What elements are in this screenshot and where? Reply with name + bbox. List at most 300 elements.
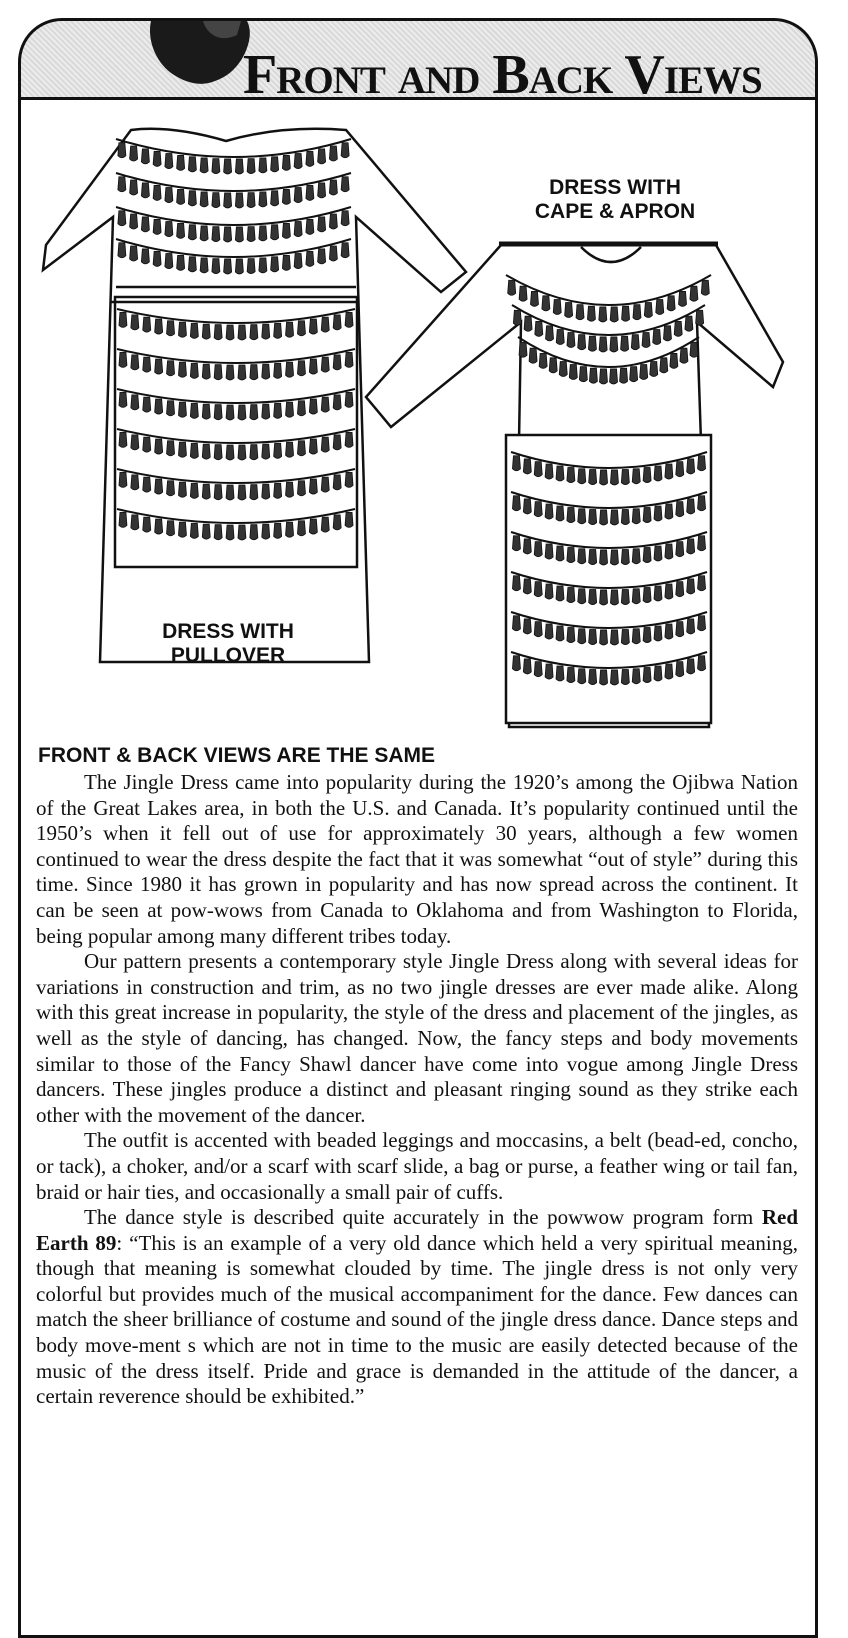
jingle-cone-icon [578, 509, 586, 524]
jingle-cone-icon [632, 469, 640, 484]
jingle-cone-icon [546, 326, 554, 341]
jingle-cone-icon [212, 193, 220, 208]
jingle-cone-icon [224, 193, 232, 208]
cape-apron-dress-figure [366, 244, 783, 727]
jingle-cone-icon [167, 401, 175, 416]
jingle-cone-icon [235, 259, 243, 274]
jingle-cone-icon [529, 348, 537, 363]
jingle-cone-icon [621, 630, 629, 645]
jingle-cone-icon [701, 280, 709, 295]
jingle-cone-icon [329, 246, 337, 261]
jingle-cone-icon [271, 225, 279, 240]
jingle-cone-icon [271, 257, 279, 272]
jingle-cone-icon [119, 512, 127, 527]
jingle-cone-icon [250, 365, 258, 380]
jingle-cone-icon [698, 616, 706, 631]
jingle-cone-icon [318, 183, 326, 198]
jingle-cone-icon [131, 395, 139, 410]
jingle-cone-icon [177, 155, 185, 170]
jingle-cone-icon [200, 192, 208, 207]
jingle-cone-icon [519, 342, 527, 357]
jingle-cone-icon [545, 464, 553, 479]
jingle-cone-icon [600, 630, 608, 645]
jingle-cone-icon [202, 404, 210, 419]
jingle-cone-icon [297, 521, 305, 536]
jingle-cone-icon [523, 619, 531, 634]
jingle-cone-icon [341, 243, 349, 258]
jingle-cone-icon [599, 337, 607, 352]
jingle-cone-icon [333, 355, 341, 370]
body-text [36, 770, 798, 1410]
jingle-cone-icon [309, 439, 317, 454]
jingle-cone-icon [224, 259, 232, 274]
jingle-cone-icon [235, 227, 243, 242]
caption-pullover [128, 620, 328, 668]
jingle-cone-icon [690, 342, 698, 357]
jingle-cone-icon [202, 324, 210, 339]
jingle-cone-icon [250, 485, 258, 500]
jingle-cone-icon [513, 310, 521, 325]
jingle-cone-icon [297, 441, 305, 456]
jingle-cone-icon [610, 369, 618, 384]
jingle-cone-icon [165, 222, 173, 237]
jingle-cone-icon [329, 180, 337, 195]
jingle-cone-icon [650, 362, 658, 377]
jingle-cone-icon [214, 525, 222, 540]
jingle-cone-icon [576, 305, 584, 320]
paragraph-4 [36, 1205, 798, 1410]
jingle-cone-icon [321, 357, 329, 372]
jingle-cone-icon [589, 630, 597, 645]
jingle-cone-icon [143, 317, 151, 332]
jingle-cone-icon [687, 459, 695, 474]
jingle-cone-icon [345, 392, 353, 407]
jingle-cone-icon [523, 459, 531, 474]
jingle-cone-icon [578, 669, 586, 684]
jingle-cone-icon [286, 442, 294, 457]
jingle-cone-icon [141, 183, 149, 198]
jingle-cone-icon [235, 159, 243, 174]
jingle-cone-icon [130, 146, 138, 161]
jingle-cone-icon [188, 157, 196, 172]
jingle-cone-icon [226, 325, 234, 340]
jingle-cone-icon [519, 286, 527, 301]
jingle-cone-icon [567, 508, 575, 523]
jingle-cone-icon [118, 177, 126, 192]
jingle-cone-icon [297, 481, 305, 496]
jingle-cone-icon [167, 361, 175, 376]
jingle-cone-icon [569, 364, 577, 379]
jingle-cone-icon [224, 159, 232, 174]
jingle-cone-icon [643, 548, 651, 563]
jingle-cone-icon [143, 397, 151, 412]
jingle-cone-icon [567, 548, 575, 563]
jingle-cone-icon [286, 322, 294, 337]
jingle-cone-icon [610, 470, 618, 485]
jingle-cone-icon [653, 330, 661, 345]
jingle-cone-icon [188, 191, 196, 206]
jingle-cone-icon [512, 536, 520, 551]
jingle-cone-icon [643, 508, 651, 523]
jingle-cone-icon [632, 549, 640, 564]
jingle-cone-icon [665, 624, 673, 639]
jingle-cone-icon [621, 550, 629, 565]
jingle-cone-icon [297, 321, 305, 336]
jingle-cone-icon [632, 589, 640, 604]
jingle-cone-icon [294, 188, 302, 203]
jingle-cone-icon [286, 402, 294, 417]
jingle-cone-icon [589, 368, 597, 383]
jingle-cone-icon [165, 188, 173, 203]
jingle-cone-icon [534, 502, 542, 517]
jingle-cone-icon [600, 550, 608, 565]
jingle-cone-icon [578, 629, 586, 644]
jingle-cone-icon [642, 332, 650, 347]
jingle-cone-icon [534, 622, 542, 637]
jingle-cone-icon [610, 550, 618, 565]
jingle-cone-icon [553, 300, 561, 315]
jingle-cone-icon [667, 296, 675, 311]
jingle-cone-icon [309, 319, 317, 334]
jingle-cone-icon [599, 369, 607, 384]
jingle-cone-icon [250, 325, 258, 340]
jingle-cone-icon [676, 662, 684, 677]
jingle-cone-icon [165, 254, 173, 269]
jingle-cone-icon [286, 482, 294, 497]
jingle-cone-icon [282, 155, 290, 170]
jingle-cone-icon [567, 668, 575, 683]
paragraph-4-start: The dance style is described quite accurately in the powwow program form [84, 1205, 762, 1230]
jingle-cone-icon [282, 255, 290, 270]
jingle-cone-icon [118, 211, 126, 226]
jingle-cone-icon [214, 365, 222, 380]
jingle-cone-icon [190, 403, 198, 418]
jingle-cone-icon [250, 525, 258, 540]
jingle-cone-icon [306, 251, 314, 266]
jingle-cone-icon [654, 506, 662, 521]
jingle-cone-icon [238, 405, 246, 420]
jingle-cone-icon [212, 159, 220, 174]
jingle-cone-icon [676, 462, 684, 477]
jingle-cone-icon [600, 470, 608, 485]
jingle-cone-icon [235, 193, 243, 208]
jingle-cone-icon [621, 336, 629, 351]
jingle-cone-icon [556, 626, 564, 641]
jingle-cone-icon [143, 357, 151, 372]
jingle-cone-icon [345, 432, 353, 447]
jingle-cone-icon [259, 226, 267, 241]
jingle-cone-icon [321, 437, 329, 452]
jingle-cone-icon [656, 300, 664, 315]
jingle-cone-icon [589, 550, 597, 565]
jingle-cone-icon [202, 364, 210, 379]
jingle-cone-icon [643, 668, 651, 683]
jingle-cone-icon [155, 479, 163, 494]
jingle-cone-icon [238, 445, 246, 460]
jingle-cone-icon [188, 257, 196, 272]
jingle-cone-icon [130, 214, 138, 229]
jingle-cone-icon [177, 189, 185, 204]
jingle-cone-icon [333, 315, 341, 330]
jingle-cone-icon [665, 584, 673, 599]
jingle-cone-icon [665, 464, 673, 479]
jingle-cone-icon [512, 456, 520, 471]
jingle-cone-icon [318, 249, 326, 264]
jingle-cone-icon [119, 352, 127, 367]
jingle-cone-icon [143, 477, 151, 492]
jingle-cone-icon [321, 317, 329, 332]
jingle-cone-icon [262, 484, 270, 499]
jingle-cone-icon [131, 475, 139, 490]
jingle-cone-icon [512, 576, 520, 591]
jingle-cone-icon [556, 330, 564, 345]
jingle-cone-icon [654, 466, 662, 481]
jingle-cone-icon [610, 307, 618, 322]
jingle-cone-icon [567, 588, 575, 603]
jingle-cone-icon [226, 485, 234, 500]
jingle-cone-icon [545, 504, 553, 519]
jingle-cone-icon [131, 515, 139, 530]
jingle-cone-icon [214, 405, 222, 420]
jingle-cone-icon [333, 435, 341, 450]
jingle-cone-icon [247, 259, 255, 274]
jingle-cone-icon [676, 502, 684, 517]
jingle-cone-icon [318, 149, 326, 164]
jingle-cone-icon [309, 479, 317, 494]
jingle-cone-icon [610, 670, 618, 685]
jingle-cone-icon [188, 225, 196, 240]
jingle-cone-icon [178, 522, 186, 537]
paragraph-3: The outfit is accented with beaded leggings and moccasins, a belt (bead-ed, concho, or tack), a choker, and/or a scarf with scarf slide, a bag or purse, a feather wing or tail fan, braid or hair ties, and occasionally a small pair of cuffs. [36, 1128, 798, 1204]
jingle-cone-icon [153, 151, 161, 166]
jingle-cone-icon [556, 466, 564, 481]
jingle-cone-icon [654, 666, 662, 681]
jingle-cone-icon [178, 482, 186, 497]
jingle-cone-icon [167, 441, 175, 456]
jingle-cone-icon [202, 484, 210, 499]
jingle-cone-icon [190, 483, 198, 498]
jingle-cone-icon [622, 306, 630, 321]
jingle-cone-icon [523, 539, 531, 554]
jingle-cone-icon [512, 496, 520, 511]
jingle-cone-icon [282, 189, 290, 204]
jingle-cone-icon [685, 316, 693, 331]
jingle-cone-icon [556, 666, 564, 681]
jingle-cone-icon [539, 353, 547, 368]
jingle-cone-icon [341, 177, 349, 192]
jingle-cone-icon [621, 470, 629, 485]
jingle-cone-icon [600, 590, 608, 605]
jingle-cone-icon [329, 146, 337, 161]
jingle-cone-icon [589, 510, 597, 525]
jingle-cone-icon [143, 517, 151, 532]
jingle-cone-icon [214, 485, 222, 500]
jingle-cone-icon [589, 670, 597, 685]
jingle-cone-icon [141, 217, 149, 232]
jingle-cone-icon [318, 217, 326, 232]
page-title: Front and Back Views [243, 44, 762, 106]
jingle-cone-icon [530, 291, 538, 306]
jingle-cone-icon [153, 185, 161, 200]
jingle-cone-icon [238, 525, 246, 540]
jingle-cone-icon [119, 392, 127, 407]
jingle-cone-icon [167, 481, 175, 496]
jingle-cone-icon [341, 211, 349, 226]
jingle-cone-icon [165, 154, 173, 169]
jingle-cone-icon [297, 361, 305, 376]
jingle-cone-icon [565, 302, 573, 317]
jingle-cone-icon [588, 336, 596, 351]
jingle-cone-icon [282, 223, 290, 238]
jingle-cone-icon [155, 439, 163, 454]
jingle-cone-icon [238, 365, 246, 380]
jingle-cone-icon [274, 363, 282, 378]
jingle-cone-icon [687, 539, 695, 554]
jingle-cone-icon [167, 321, 175, 336]
jingle-cone-icon [610, 337, 618, 352]
jingle-cone-icon [545, 624, 553, 639]
jingle-cone-icon [600, 670, 608, 685]
jingle-cone-icon [587, 306, 595, 321]
jingle-cone-icon [665, 544, 673, 559]
jingle-cone-icon [633, 305, 641, 320]
jingle-cone-icon [643, 588, 651, 603]
jingle-cone-icon [190, 323, 198, 338]
jingle-cone-icon [654, 626, 662, 641]
jingle-cone-icon [698, 496, 706, 511]
jingle-cone-icon [670, 353, 678, 368]
jingle-cone-icon [698, 456, 706, 471]
jingle-cone-icon [271, 191, 279, 206]
jingle-cone-icon [294, 254, 302, 269]
jingle-cone-icon [274, 483, 282, 498]
jingle-cone-icon [632, 669, 640, 684]
jingle-cone-icon [155, 399, 163, 414]
jingle-cone-icon [212, 259, 220, 274]
jingle-cone-icon [621, 670, 629, 685]
jingle-cone-icon [153, 251, 161, 266]
jingle-cone-icon [674, 321, 682, 336]
jingle-cone-icon [247, 159, 255, 174]
jingle-cone-icon [155, 359, 163, 374]
jingle-cone-icon [534, 542, 542, 557]
jingle-cone-icon [523, 579, 531, 594]
jingle-cone-icon [687, 499, 695, 514]
jingle-cone-icon [632, 629, 640, 644]
caption-pullover-line-1: DRESS WITH [162, 620, 294, 643]
jingle-cone-icon [687, 619, 695, 634]
jingle-cone-icon [687, 659, 695, 674]
paragraph-1: The Jingle Dress came into popularity during the 1920’s among the Ojibwa Nation of the Great Lakes area, in both the U.S. and Canada. It’s popularity continued until the 1950’s when it fell out of use for approximately 30 years, although a few women continued to wear the dress despite the fact that it was somewhat “out of style” during this time. Since 1980 it has grown in popularity and has now spread across the continent. It can be seen at pow-wows from Canada to Oklahoma and from Washington to Florida, being popular among many different tribes today. [36, 770, 798, 948]
jingle-cone-icon [654, 546, 662, 561]
jingle-cone-icon [202, 444, 210, 459]
program-name: Red Earth 89 [36, 1205, 798, 1255]
jingle-cone-icon [119, 312, 127, 327]
jingle-cone-icon [556, 506, 564, 521]
jingle-cone-icon [262, 324, 270, 339]
jingle-cone-icon [698, 576, 706, 591]
jingle-cone-icon [512, 656, 520, 671]
jingle-cone-icon [178, 402, 186, 417]
jingle-cone-icon [599, 307, 607, 322]
jingle-cone-icon [119, 472, 127, 487]
jingle-cone-icon [167, 521, 175, 536]
jingle-cone-icon [621, 590, 629, 605]
jingle-cone-icon [262, 444, 270, 459]
jingle-cone-icon [696, 310, 704, 325]
jingle-cone-icon [333, 515, 341, 530]
section-subheading: FRONT & BACK VIEWS ARE THE SAME [38, 744, 436, 767]
jingle-cone-icon [214, 445, 222, 460]
jingle-cone-icon [190, 523, 198, 538]
jingle-cone-icon [621, 510, 629, 525]
jingle-cone-icon [578, 469, 586, 484]
jingle-cone-icon [247, 227, 255, 242]
jingle-cone-icon [698, 536, 706, 551]
jingle-cone-icon [680, 348, 688, 363]
jingle-cone-icon [118, 143, 126, 158]
jingle-cone-icon [202, 524, 210, 539]
jingle-cone-icon [524, 316, 532, 331]
jingle-cone-icon [143, 437, 151, 452]
jingle-cone-icon [676, 542, 684, 557]
jingle-cone-icon [306, 151, 314, 166]
jingle-cone-icon [250, 445, 258, 460]
jingle-cone-icon [131, 435, 139, 450]
jingle-cone-icon [178, 362, 186, 377]
jingle-cone-icon [345, 512, 353, 527]
jingle-cone-icon [556, 586, 564, 601]
jingle-cone-icon [130, 246, 138, 261]
jingle-cone-icon [676, 622, 684, 637]
caption-pullover-line-2: PULLOVER [170, 644, 286, 667]
jingle-cone-icon [534, 582, 542, 597]
jingle-cone-icon [262, 404, 270, 419]
jingle-cone-icon [644, 302, 652, 317]
jingle-cone-icon [306, 185, 314, 200]
jingle-cone-icon [687, 579, 695, 594]
jingle-cone-icon [578, 589, 586, 604]
jingle-cone-icon [535, 321, 543, 336]
jingle-cone-icon [321, 477, 329, 492]
jingle-cone-icon [663, 326, 671, 341]
jingle-cone-icon [542, 296, 550, 311]
jingle-cone-icon [177, 255, 185, 270]
jingle-cone-icon [190, 363, 198, 378]
jingle-cone-icon [660, 358, 668, 373]
caption-cape-apron [515, 176, 715, 224]
jingle-cone-icon [341, 143, 349, 158]
jingle-cone-icon [141, 249, 149, 264]
jingle-cone-icon [690, 286, 698, 301]
jingle-cone-icon [654, 586, 662, 601]
jingle-cone-icon [620, 368, 628, 383]
jingle-cone-icon [579, 367, 587, 382]
jingle-cone-icon [567, 628, 575, 643]
jingle-cone-icon [212, 227, 220, 242]
jingle-cone-icon [200, 258, 208, 273]
jingle-cone-icon [224, 227, 232, 242]
jingle-cone-icon [250, 405, 258, 420]
jingle-cone-icon [578, 549, 586, 564]
jingle-cone-icon [309, 399, 317, 414]
jingle-cone-icon [610, 630, 618, 645]
jingle-cone-icon [274, 403, 282, 418]
jingle-cone-icon [508, 280, 516, 295]
jingle-cone-icon [556, 546, 564, 561]
jingle-cone-icon [630, 367, 638, 382]
jingle-cone-icon [155, 319, 163, 334]
